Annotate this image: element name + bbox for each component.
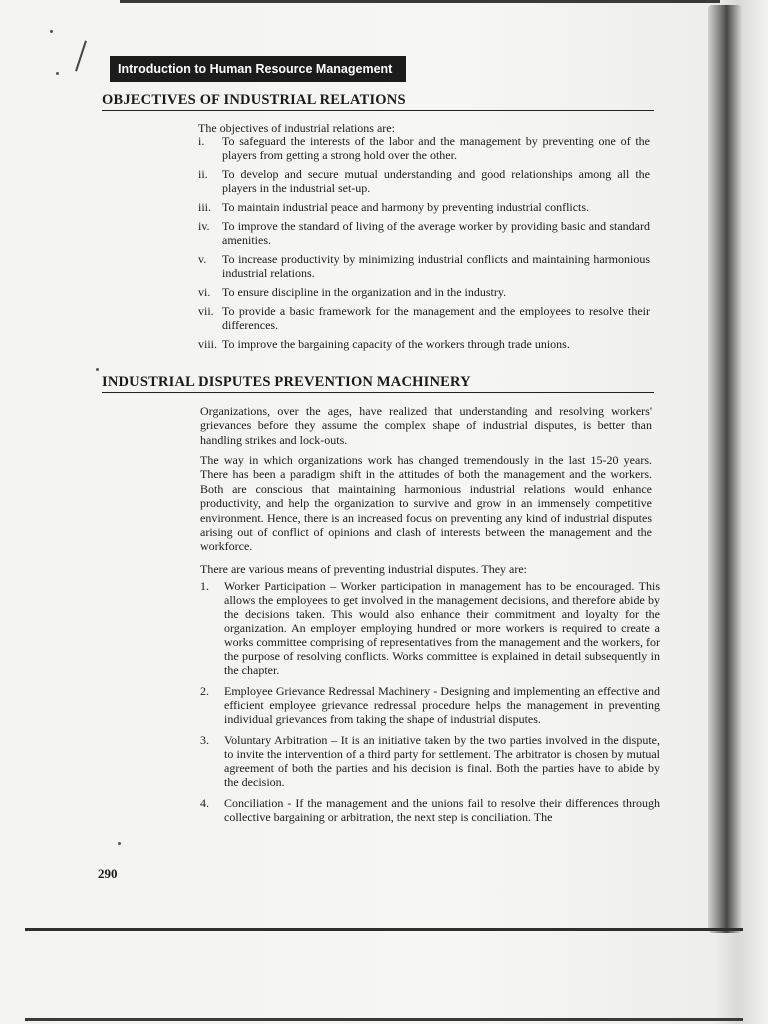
item-text: To maintain industrial peace and harmony by preventing industrial conflicts.: [222, 200, 590, 214]
item-text: To provide a basic framework for the management and the employees to resolve their differences.: [222, 304, 650, 332]
section-heading-prevention: INDUSTRIAL DISPUTES PREVENTION MACHINERY: [102, 374, 654, 393]
item-text: To safeguard the interests of the labor and the management by preventing one of the players from getting a strong hold over the other.: [222, 134, 650, 162]
list-item: [198, 252, 650, 280]
paragraph: There are various means of preventing industrial disputes. They are:: [200, 562, 528, 576]
list-item: [200, 579, 660, 677]
item-text: To increase productivity by minimizing industrial conflicts and maintaining harmonious industrial relations.: [222, 252, 650, 280]
pen-mark: [75, 40, 87, 71]
item-number: 3.: [200, 733, 209, 747]
list-item: [198, 219, 650, 247]
objectives-intro: The objectives of industrial relations are:: [198, 121, 395, 135]
item-number: 1.: [200, 579, 209, 593]
book-spine-shadow: [708, 5, 742, 933]
list-item: [198, 285, 650, 299]
item-text: To ensure discipline in the organization and in the industry.: [222, 285, 507, 299]
item-number: iv.: [198, 219, 210, 233]
prevention-means-list: [200, 579, 660, 831]
item-number: vi.: [198, 285, 211, 299]
item-number: viii.: [198, 337, 218, 351]
speck: [50, 30, 53, 33]
speck: [96, 368, 99, 371]
list-item: [198, 304, 650, 332]
list-item: [198, 167, 650, 195]
item-number: iii.: [198, 200, 212, 214]
item-text: Voluntary Arbitration – It is an initiative taken by the two parties involved in the dispute, to invite the intervention of a third party for settlement. The arbitrator is chosen by mutual agreement of both the parties and his decision is final. Both the parties have to abide by the decision.: [224, 733, 660, 789]
list-item: [200, 684, 660, 726]
list-item: [200, 733, 660, 789]
list-item: [198, 200, 650, 214]
item-number: i.: [198, 134, 205, 148]
list-item: [198, 337, 650, 351]
item-number: v.: [198, 252, 207, 266]
paragraph: Organizations, over the ages, have realized that understanding and resolving workers' grievances before they assume the complex shape of industrial disputes, is better than handling strikes and lock-outs.: [200, 404, 652, 447]
item-number: 4.: [200, 796, 209, 810]
item-number: 2.: [200, 684, 209, 698]
item-number: vii.: [198, 304, 214, 318]
scan-lower-edge: [25, 1018, 743, 1021]
paragraph: The way in which organizations work has changed tremendously in the last 15-20 years. There has been a paradigm shift in the attitudes of both the management and the workers. Both are conscious that maintaining harmonious industrial relations would enhance productivity, and help the organization to survive and grow in an immensely competitive environment. Hence, there is an increased focus on preventing any kind of industrial disputes arising out of conflict of opinions and clash of interests between the management and the workforce.: [200, 453, 652, 554]
item-text: To improve the standard of living of the average worker by providing basic and standard amenities.: [222, 219, 650, 247]
scan-top-edge: [120, 0, 720, 3]
item-text: Employee Grievance Redressal Machinery - Designing and implementing an effective and efficient employee grievance redressal procedure helps the management in preventing individual grievances from taking the shape of industrial disputes.: [224, 684, 660, 726]
list-item: [200, 796, 660, 824]
item-text: To improve the bargaining capacity of the workers through trade unions.: [222, 337, 570, 351]
section-heading-objectives: OBJECTIVES OF INDUSTRIAL RELATIONS: [102, 92, 654, 111]
speck: [56, 72, 59, 75]
item-number: ii.: [198, 167, 208, 181]
list-item: [198, 134, 650, 162]
item-text: Conciliation - If the management and the unions fail to resolve their differences through collective bargaining or arbitration, the next step is conciliation. The: [224, 796, 660, 824]
speck: [118, 842, 121, 845]
item-text: Worker Participation – Worker participation in management has to be encouraged. This allows the employees to get involved in the management decisions, and therefore abide by the decisions taken. This would also enhance their commitment and loyalty for the organization. An employer employing hundred or more workers is required to create a works committee comprising of representatives from the management and the workers, for the purpose of resolving conflicts. Works committee is explained in detail subsequently in the chapter.: [224, 579, 660, 677]
chapter-header: Introduction to Human Resource Management: [110, 56, 406, 82]
objectives-list: [198, 134, 650, 356]
item-text: To develop and secure mutual understanding and good relationships among all the players in the industrial set-up.: [222, 167, 650, 195]
scan-bottom-edge: [25, 928, 743, 931]
page-number: 290: [98, 866, 118, 881]
